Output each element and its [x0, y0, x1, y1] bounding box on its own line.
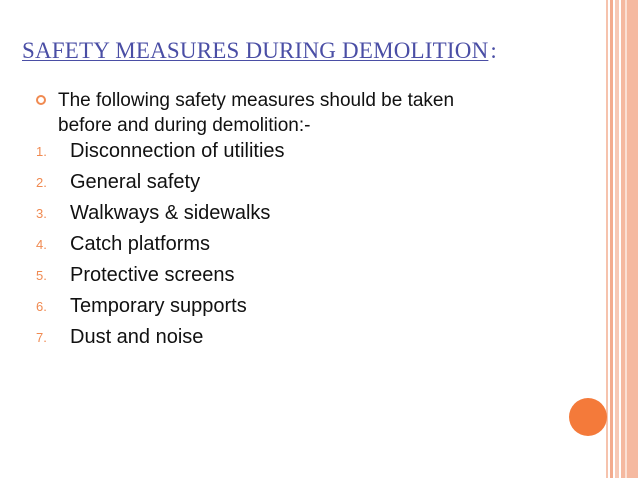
slide-title: [22, 38, 497, 64]
orange-circle-decoration: [569, 398, 607, 436]
intro-text: The following safety measures should be taken before and during demolition:-: [58, 90, 455, 136]
list-item-label: Temporary supports: [70, 295, 247, 317]
list-item-label: Walkways & sidewalks: [70, 202, 271, 224]
list-item-number: 3.: [36, 206, 47, 221]
stripe: [606, 0, 608, 478]
ring-bullet-icon: [36, 95, 46, 105]
list-item-number: 7.: [36, 330, 47, 345]
list-item-number: 2.: [36, 175, 47, 190]
stripe: [625, 0, 627, 478]
stripe: [615, 0, 619, 478]
stripe: [621, 0, 638, 478]
list-item-number: 5.: [36, 268, 47, 283]
slide-title-text: SAFETY MEASURES DURING DEMOLITION: [22, 38, 489, 63]
list-item-label: Disconnection of utilities: [70, 140, 285, 162]
list-item-label: Dust and noise: [70, 326, 204, 348]
list-item-label: Protective screens: [70, 264, 235, 286]
list-item-label: General safety: [70, 171, 201, 193]
list-item-number: 1.: [36, 144, 47, 159]
slide-title-colon: :: [490, 38, 497, 63]
list-item-number: 6.: [36, 299, 47, 314]
decorative-stripes: [606, 0, 638, 478]
stripe: [610, 0, 613, 478]
list-item-number: 4.: [36, 237, 47, 252]
intro-paragraph: [36, 88, 506, 138]
list-item-label: Catch platforms: [70, 233, 211, 255]
